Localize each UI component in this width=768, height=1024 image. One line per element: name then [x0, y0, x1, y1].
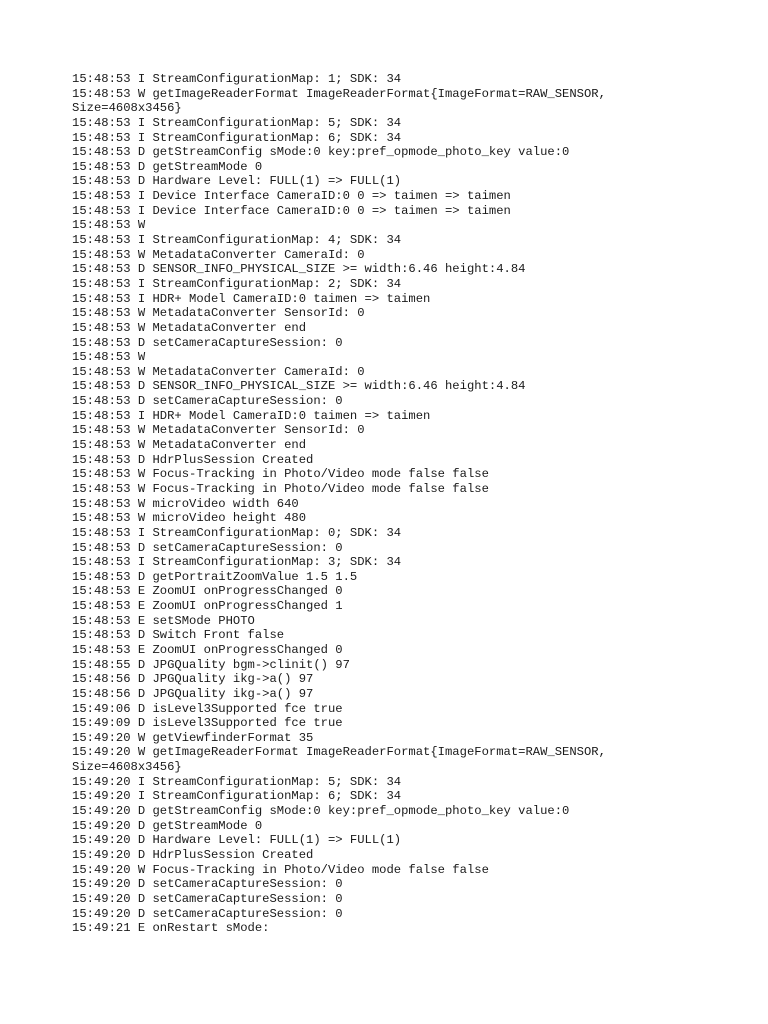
log-line: 15:49:20 D setCameraCaptureSession: 0 — [72, 891, 343, 906]
log-line: 15:48:53 W Focus-Tracking in Photo/Video mode false false — [72, 467, 489, 482]
log-line: 15:48:53 I StreamConfigurationMap: 0; SDK: 34 — [72, 525, 402, 540]
log-line: 15:49:20 D HdrPlusSession Created — [72, 847, 314, 862]
log-line: 15:48:53 I StreamConfigurationMap: 4; SDK: 34 — [72, 233, 402, 248]
log-line: 15:49:20 D setCameraCaptureSession: 0 — [72, 906, 343, 921]
log-line: 15:48:53 E setSMode PHOTO — [72, 613, 255, 628]
log-line: 15:48:53 W microVideo width 640 — [72, 496, 299, 511]
log-line: 15:48:53 W — [72, 350, 146, 365]
log-page — [72, 72, 712, 936]
log-line: 15:48:53 D getPortraitZoomValue 1.5 1.5 — [72, 569, 358, 584]
log-line: 15:48:53 D Hardware Level: FULL(1) => FULL(1) — [72, 174, 402, 189]
log-line: 15:49:20 D Hardware Level: FULL(1) => FULL(1) — [72, 833, 402, 848]
log-line: 15:48:53 I Device Interface CameraID:0 0 => taimen => taimen — [72, 189, 511, 204]
log-line: 15:48:55 D JPGQuality bgm->clinit() 97 — [72, 657, 350, 672]
log-line: 15:48:53 I StreamConfigurationMap: 6; SDK: 34 — [72, 130, 402, 145]
log-line: 15:48:53 I HDR+ Model CameraID:0 taimen => taimen — [72, 408, 431, 423]
log-line: 15:48:53 D setCameraCaptureSession: 0 — [72, 394, 343, 409]
log-line: 15:48:53 D Switch Front false — [72, 628, 285, 643]
log-line: 15:48:56 D JPGQuality ikg->a() 97 — [72, 672, 314, 687]
log-line: 15:48:53 D SENSOR_INFO_PHYSICAL_SIZE >= width:6.46 height:4.84 — [72, 379, 526, 394]
log-line: 15:49:20 D getStreamMode 0 — [72, 818, 263, 833]
log-line: 15:48:53 W MetadataConverter end — [72, 320, 307, 335]
log-line: Size=4608x3456} — [72, 760, 182, 775]
log-line: 15:48:53 I StreamConfigurationMap: 2; SDK: 34 — [72, 276, 402, 291]
log-line: 15:49:09 D isLevel3Supported fce true — [72, 716, 343, 731]
log-line: 15:48:53 W MetadataConverter SensorId: 0 — [72, 306, 365, 321]
log-line: 15:48:56 D JPGQuality ikg->a() 97 — [72, 686, 314, 701]
log-line: 15:48:53 I StreamConfigurationMap: 3; SDK: 34 — [72, 555, 402, 570]
log-line: 15:49:06 D isLevel3Supported fce true — [72, 701, 343, 716]
log-line: 15:48:53 W MetadataConverter CameraId: 0 — [72, 364, 365, 379]
log-line: 15:48:53 W — [72, 218, 146, 233]
log-line: 15:49:20 W getImageReaderFormat ImageReaderFormat{ImageFormat=RAW_SENSOR, — [72, 745, 606, 760]
log-line: 15:49:21 E onRestart sMode: — [72, 921, 270, 936]
log-line: 15:49:20 D setCameraCaptureSession: 0 — [72, 877, 343, 892]
log-line: 15:49:20 D getStreamConfig sMode:0 key:pref_opmode_photo_key value:0 — [72, 804, 570, 819]
log-line: 15:48:53 W MetadataConverter SensorId: 0 — [72, 423, 365, 438]
log-line: 15:48:53 I StreamConfigurationMap: 1; SDK: 34 — [72, 72, 402, 86]
log-line: 15:48:53 W Focus-Tracking in Photo/Video mode false false — [72, 481, 489, 496]
log-line: 15:48:53 W getImageReaderFormat ImageReaderFormat{ImageFormat=RAW_SENSOR, — [72, 86, 606, 101]
log-line: 15:48:53 E ZoomUI onProgressChanged 0 — [72, 584, 343, 599]
log-line: 15:49:20 I StreamConfigurationMap: 6; SDK: 34 — [72, 789, 402, 804]
log-line: 15:49:20 W Focus-Tracking in Photo/Video mode false false — [72, 862, 489, 877]
log-line: 15:48:53 I StreamConfigurationMap: 5; SDK: 34 — [72, 115, 402, 130]
log-line: 15:48:53 W MetadataConverter end — [72, 438, 307, 453]
log-line: 15:48:53 E ZoomUI onProgressChanged 0 — [72, 642, 343, 657]
log-line: 15:48:53 D SENSOR_INFO_PHYSICAL_SIZE >= width:6.46 height:4.84 — [72, 262, 526, 277]
log-line: 15:48:53 I Device Interface CameraID:0 0 => taimen => taimen — [72, 203, 511, 218]
log-line: Size=4608x3456} — [72, 101, 182, 116]
log-line: 15:48:53 D setCameraCaptureSession: 0 — [72, 540, 343, 555]
log-line: 15:48:53 E ZoomUI onProgressChanged 1 — [72, 599, 343, 614]
log-line: 15:49:20 W getViewfinderFormat 35 — [72, 730, 314, 745]
log-line: 15:48:53 W MetadataConverter CameraId: 0 — [72, 247, 365, 262]
log-line: 15:48:53 D getStreamMode 0 — [72, 159, 263, 174]
log-line: 15:48:53 D getStreamConfig sMode:0 key:pref_opmode_photo_key value:0 — [72, 145, 570, 160]
log-line: 15:48:53 I HDR+ Model CameraID:0 taimen => taimen — [72, 291, 431, 306]
log-line: 15:48:53 D HdrPlusSession Created — [72, 452, 314, 467]
log-line: 15:49:20 I StreamConfigurationMap: 5; SDK: 34 — [72, 774, 402, 789]
log-line: 15:48:53 D setCameraCaptureSession: 0 — [72, 335, 343, 350]
log-line: 15:48:53 W microVideo height 480 — [72, 511, 307, 526]
